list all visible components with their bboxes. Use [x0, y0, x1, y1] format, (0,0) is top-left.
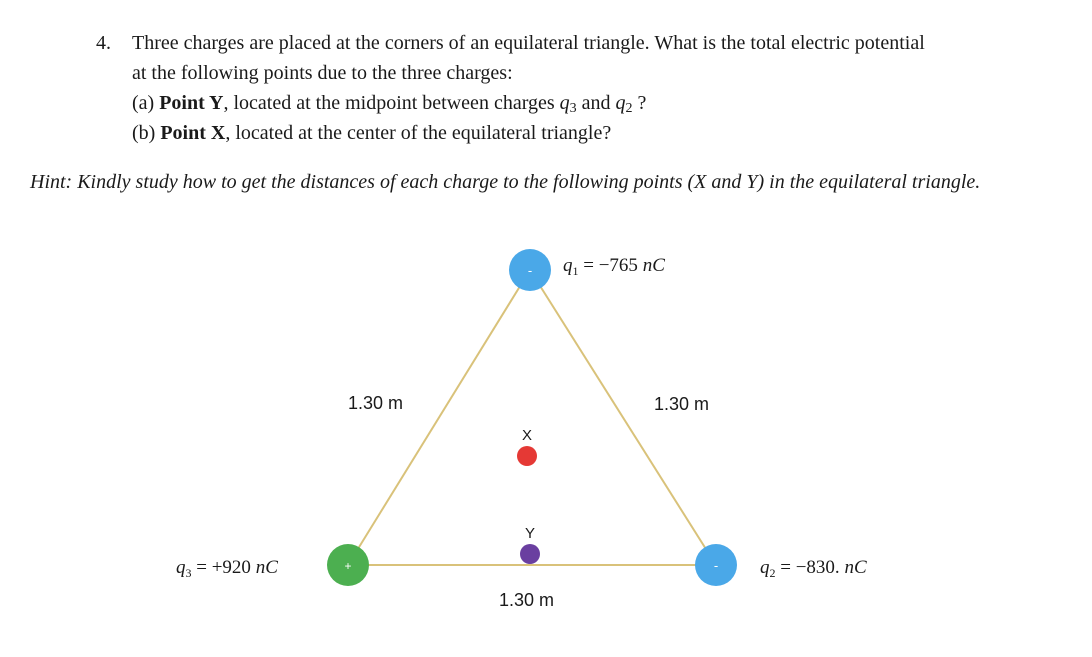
point-x-label: X [521, 427, 533, 444]
part-a-sub-3: 3 [569, 101, 577, 116]
q1-symbol: q [563, 255, 573, 276]
side-right [530, 270, 716, 565]
question-number: 4. [96, 32, 111, 54]
hint-text: Hint: Kindly study how to get the distances of each charge to the following points (X and Y) in the equilateral triangle. [30, 171, 981, 193]
charge-q1-sign: - [527, 263, 533, 278]
charge-q1-label [563, 255, 665, 278]
charge-q2-label [760, 557, 867, 580]
charge-q3-label [176, 557, 278, 580]
q1-subscript: 1 [572, 264, 579, 278]
point-y-dot [520, 544, 540, 564]
charge-q2 [695, 544, 737, 586]
part-a-prefix: (a) [132, 92, 160, 114]
part-a-and: and [576, 92, 616, 114]
part-b-prefix: (b) [132, 122, 161, 144]
q1-unit: nC [642, 255, 665, 276]
q3-symbol: q [176, 557, 186, 578]
charge-q1 [509, 249, 551, 291]
part-a-symbol-q2: q [615, 92, 626, 114]
part-a-end: ? [632, 92, 647, 114]
point-x-dot [517, 446, 537, 466]
question-intro-line1: Three charges are placed at the corners of an equilateral triangle. What is the total electric potential [132, 32, 925, 54]
q3-unit: nC [255, 557, 278, 578]
part-a-symbol-q3: q [559, 92, 570, 114]
side-bottom-label: 1.30 m [499, 590, 555, 610]
charge-q2-sign: - [713, 558, 719, 573]
part-a-sub-2: 2 [625, 101, 633, 116]
q3-value: = +920 [191, 557, 256, 578]
side-right-label: 1.30 m [654, 394, 710, 414]
charge-q3-sign: + [344, 559, 352, 573]
question-intro-line2: at the following points due to the three charges: [132, 62, 513, 84]
part-b-text: , located at the center of the equilateral triangle? [225, 122, 612, 144]
side-left [348, 270, 533, 565]
point-y-label: Y [524, 525, 536, 542]
q2-subscript: 2 [769, 566, 776, 580]
q2-symbol: q [760, 557, 770, 578]
charge-q3 [327, 544, 369, 586]
part-a-point-name: Point Y [159, 92, 224, 114]
q2-unit: nC [844, 557, 867, 578]
q3-subscript: 3 [185, 566, 192, 580]
side-left-label: 1.30 m [348, 393, 404, 413]
q2-value: = −830. [775, 557, 845, 578]
part-b-point-name: Point X [160, 122, 226, 144]
part-a-text: , located at the midpoint between charges [223, 92, 560, 114]
q1-value: = −765 [578, 255, 643, 276]
